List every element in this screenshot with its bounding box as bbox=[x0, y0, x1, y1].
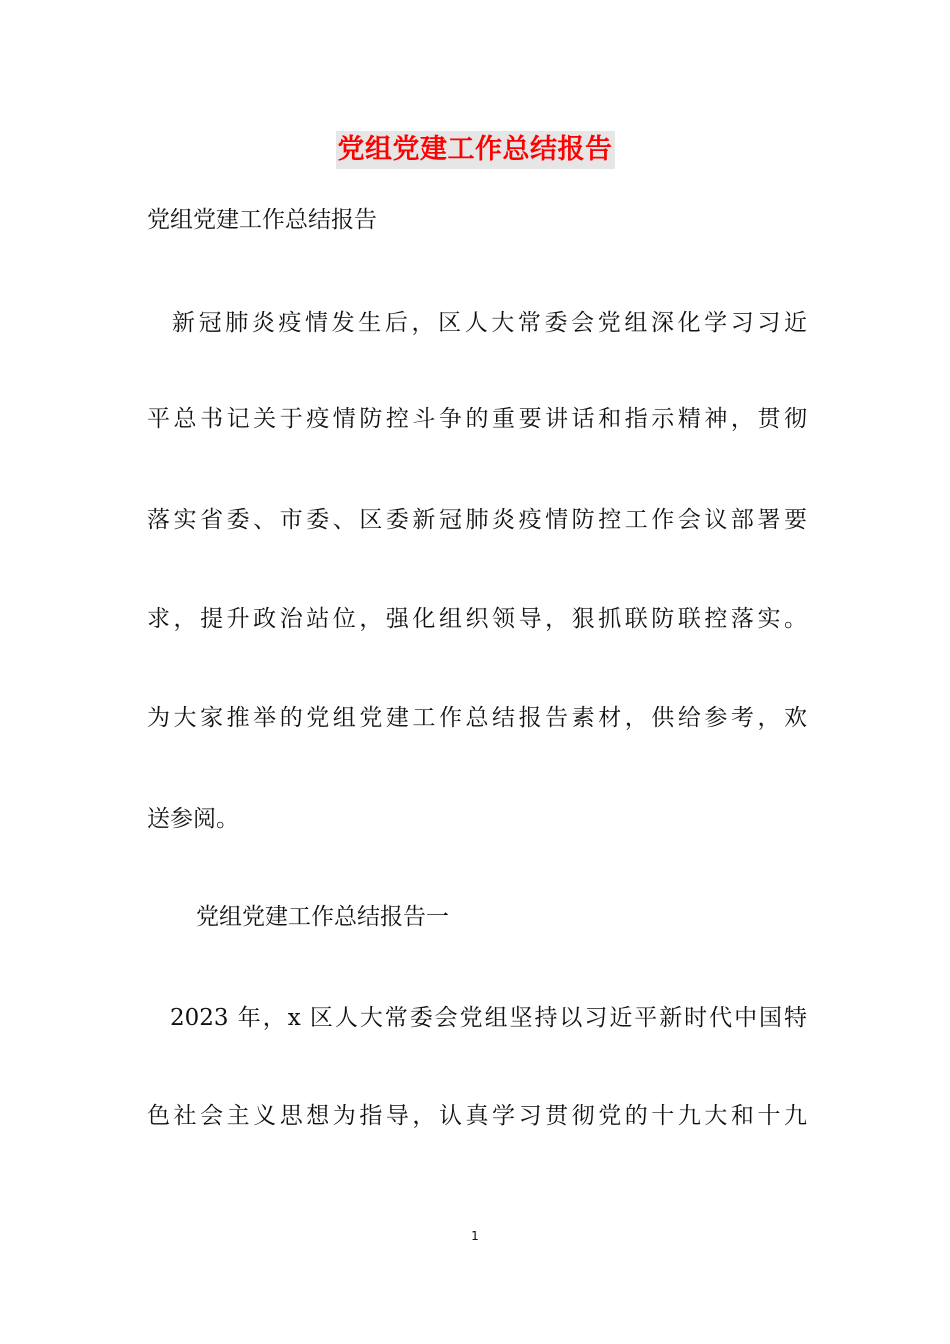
document-subtitle: 党组党建工作总结报告 bbox=[147, 207, 377, 233]
section-heading: 党组党建工作总结报告一 bbox=[196, 904, 449, 930]
intro-line: 送参阅。 bbox=[147, 806, 239, 832]
intro-line: 为大家推举的党组党建工作总结报告素材，供给参考，欢 bbox=[147, 705, 807, 731]
page-number: 1 bbox=[471, 1229, 479, 1243]
intro-line: 求，提升政治站位，强化组织领导，狠抓联防联控落实。 bbox=[147, 606, 807, 632]
intro-line: 落实省委、市委、区委新冠肺炎疫情防控工作会议部署要 bbox=[147, 507, 807, 533]
section-line: 色社会主义思想为指导，认真学习贯彻党的十九大和十九 bbox=[147, 1103, 807, 1129]
section-line: 2023 年，x 区人大常委会党组坚持以习近平新时代中国特 bbox=[170, 1005, 807, 1031]
intro-line: 新冠肺炎疫情发生后，区人大常委会党组深化学习习近 bbox=[172, 310, 807, 336]
title-container bbox=[0, 131, 950, 169]
intro-line: 平总书记关于疫情防控斗争的重要讲话和指示精神，贯彻 bbox=[147, 406, 807, 432]
document-title: 党组党建工作总结报告 bbox=[336, 131, 615, 169]
